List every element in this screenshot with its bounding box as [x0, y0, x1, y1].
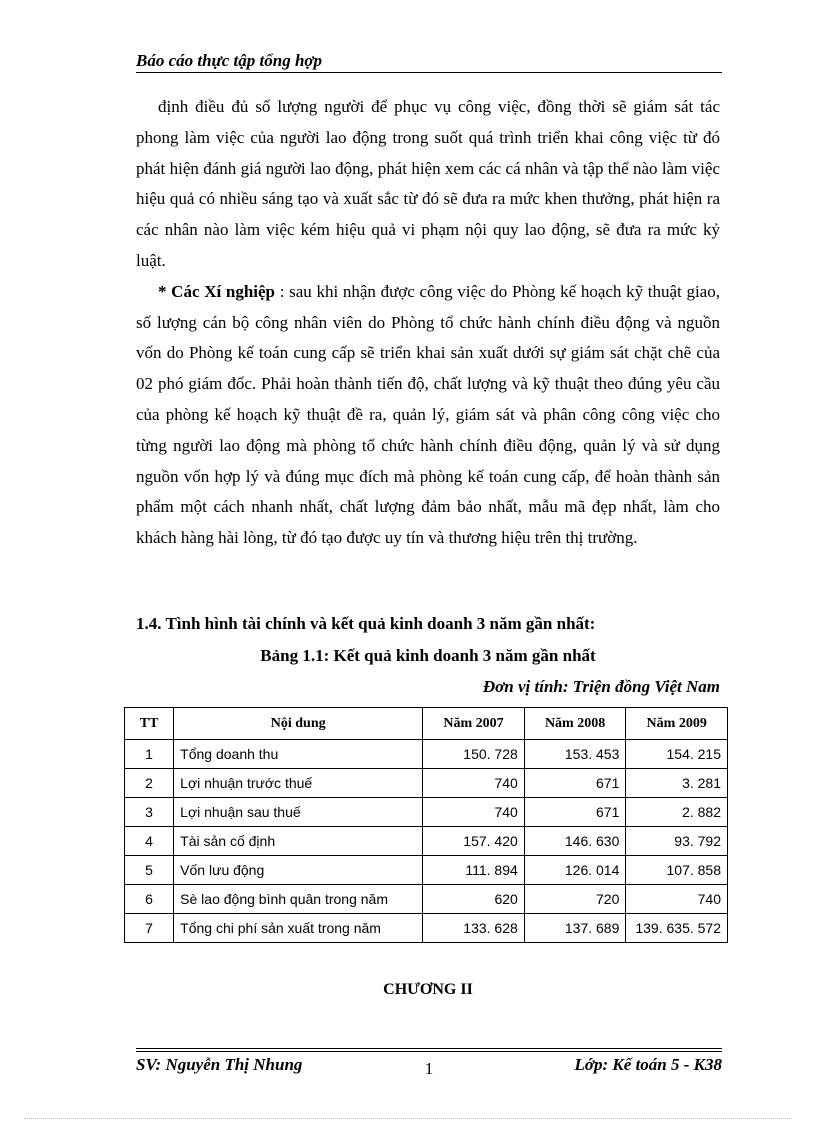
body-text	[136, 92, 720, 554]
table-cell: 93. 792	[626, 827, 728, 856]
table-cell: 720	[524, 885, 626, 914]
table-cell: Tổng doanh thu	[174, 740, 423, 769]
section-heading: 1.4. Tình hình tài chính và kết quả kinh doanh 3 năm gần nhất:	[136, 614, 596, 633]
column-header: Năm 2007	[423, 708, 525, 740]
chapter-title: CHƯƠNG II	[383, 981, 473, 998]
table-cell: 5	[125, 856, 174, 885]
footer-rule	[136, 1051, 722, 1052]
table-row	[125, 856, 728, 885]
table-cell: 7	[125, 914, 174, 943]
table-cell: 4	[125, 827, 174, 856]
footer-class: Lớp: Kế toán 5 - K38	[574, 1055, 722, 1074]
table-cell: 1	[125, 740, 174, 769]
table-cell: 740	[423, 798, 525, 827]
table-row	[125, 885, 728, 914]
page-header	[136, 50, 722, 73]
table-cell: Tài sản cố định	[174, 827, 423, 856]
footer-student: SV: Nguyễn Thị Nhung	[136, 1055, 303, 1074]
table-cell: 137. 689	[524, 914, 626, 943]
paragraph-2	[136, 277, 720, 554]
column-header: Năm 2008	[524, 708, 626, 740]
table-cell: 133. 628	[423, 914, 525, 943]
page-number: 1	[424, 1059, 434, 1078]
table-row	[125, 827, 728, 856]
table-cell: 150. 728	[423, 740, 525, 769]
table-cell: 6	[125, 885, 174, 914]
table-cell: 671	[524, 798, 626, 827]
table-cell: 671	[524, 769, 626, 798]
table-cell: 146. 630	[524, 827, 626, 856]
table-row	[125, 798, 728, 827]
table-cell: Vốn lưu động	[174, 856, 423, 885]
paragraph-2-text: : sau khi nhận được công việc do Phòng kế hoạch kỹ thuật giao, số lượng cán bộ công nhân viên do Phòng tổ chức hành chính điều động và nguồn vốn do Phòng kế toán cung cấp sẽ triển khai sản xuất dưới sự giám sát chặt chẽ của 02 phó giám đốc. Phải hoàn thành tiến độ, chất lượng và kỹ thuật theo đúng yêu cầu của phòng kế hoạch kỹ thuật đề ra, quản lý, giám sát và phân công công việc cho từng người lao động mà phòng tổ chức hành chính điều động, quản lý và sử dụng nguồn vốn hợp lý và đúng mục đích mà phòng kế toán cung cấp, để hoàn thành sản phẩm một cách nhanh nhất, chất lượng đảm bảo nhất, mẫu mã đẹp nhất, làm cho khách hàng hài lòng, từ đó tạo được uy tín và thương hiệu trên thị trường.	[136, 281, 720, 548]
table-cell: 139. 635. 572	[626, 914, 728, 943]
table-row	[125, 769, 728, 798]
table-cell: 154. 215	[626, 740, 728, 769]
table-cell: Lợi nhuận trước thuế	[174, 769, 423, 798]
table-cell: 2	[125, 769, 174, 798]
column-header: Năm 2009	[626, 708, 728, 740]
table-unit-note: Đơn vị tính: Triện đồng Việt Nam	[482, 677, 720, 696]
table-header-row	[125, 708, 728, 740]
table-cell: 740	[626, 885, 728, 914]
table-cell: 111. 894	[423, 856, 525, 885]
paragraph-2-lead: * Các Xí nghiệp	[158, 281, 276, 301]
table-cell: 153. 453	[524, 740, 626, 769]
table-cell: Tổng chi phí sản xuất trong năm	[174, 914, 423, 943]
results-table	[124, 707, 728, 943]
table-cell: Lợi nhuận sau thuế	[174, 798, 423, 827]
footer-rule	[136, 1048, 722, 1049]
table-cell: 2. 882	[626, 798, 728, 827]
table-caption: Bảng 1.1: Kết quả kinh doanh 3 năm gần nhất	[260, 646, 596, 665]
column-header: TT	[125, 708, 174, 740]
page-bottom-edge	[24, 1118, 792, 1119]
column-header: Nội dung	[174, 708, 423, 740]
table-cell: 3	[125, 798, 174, 827]
header-title: Báo cáo thực tập tổng hợp	[136, 51, 323, 70]
page-footer	[136, 1048, 722, 1078]
table-cell: 107. 858	[626, 856, 728, 885]
table-row	[125, 740, 728, 769]
table-cell: 3. 281	[626, 769, 728, 798]
table-cell: Sè lao động bình quân trong năm	[174, 885, 423, 914]
table-cell: 126. 014	[524, 856, 626, 885]
table-cell: 740	[423, 769, 525, 798]
table-row	[125, 914, 728, 943]
paragraph-1: định điều đủ số lượng người để phục vụ công việc, đồng thời sẽ giám sát tác phong làm việc của người lao động trong suốt quá trình triển khai công việc từ đó phát hiện đánh giá người lao động, phát hiện xem các cá nhân và tập thể nào làm việc hiệu quả có nhiều sáng tạo và xuất sắc từ đó sẽ đưa ra mức khen thưởng, phát hiện ra các nhân nào làm việc kém hiệu quả vi phạm nội quy lao động, sẽ đưa ra mức kỷ luật.	[136, 97, 720, 270]
table-cell: 620	[423, 885, 525, 914]
table-cell: 157. 420	[423, 827, 525, 856]
